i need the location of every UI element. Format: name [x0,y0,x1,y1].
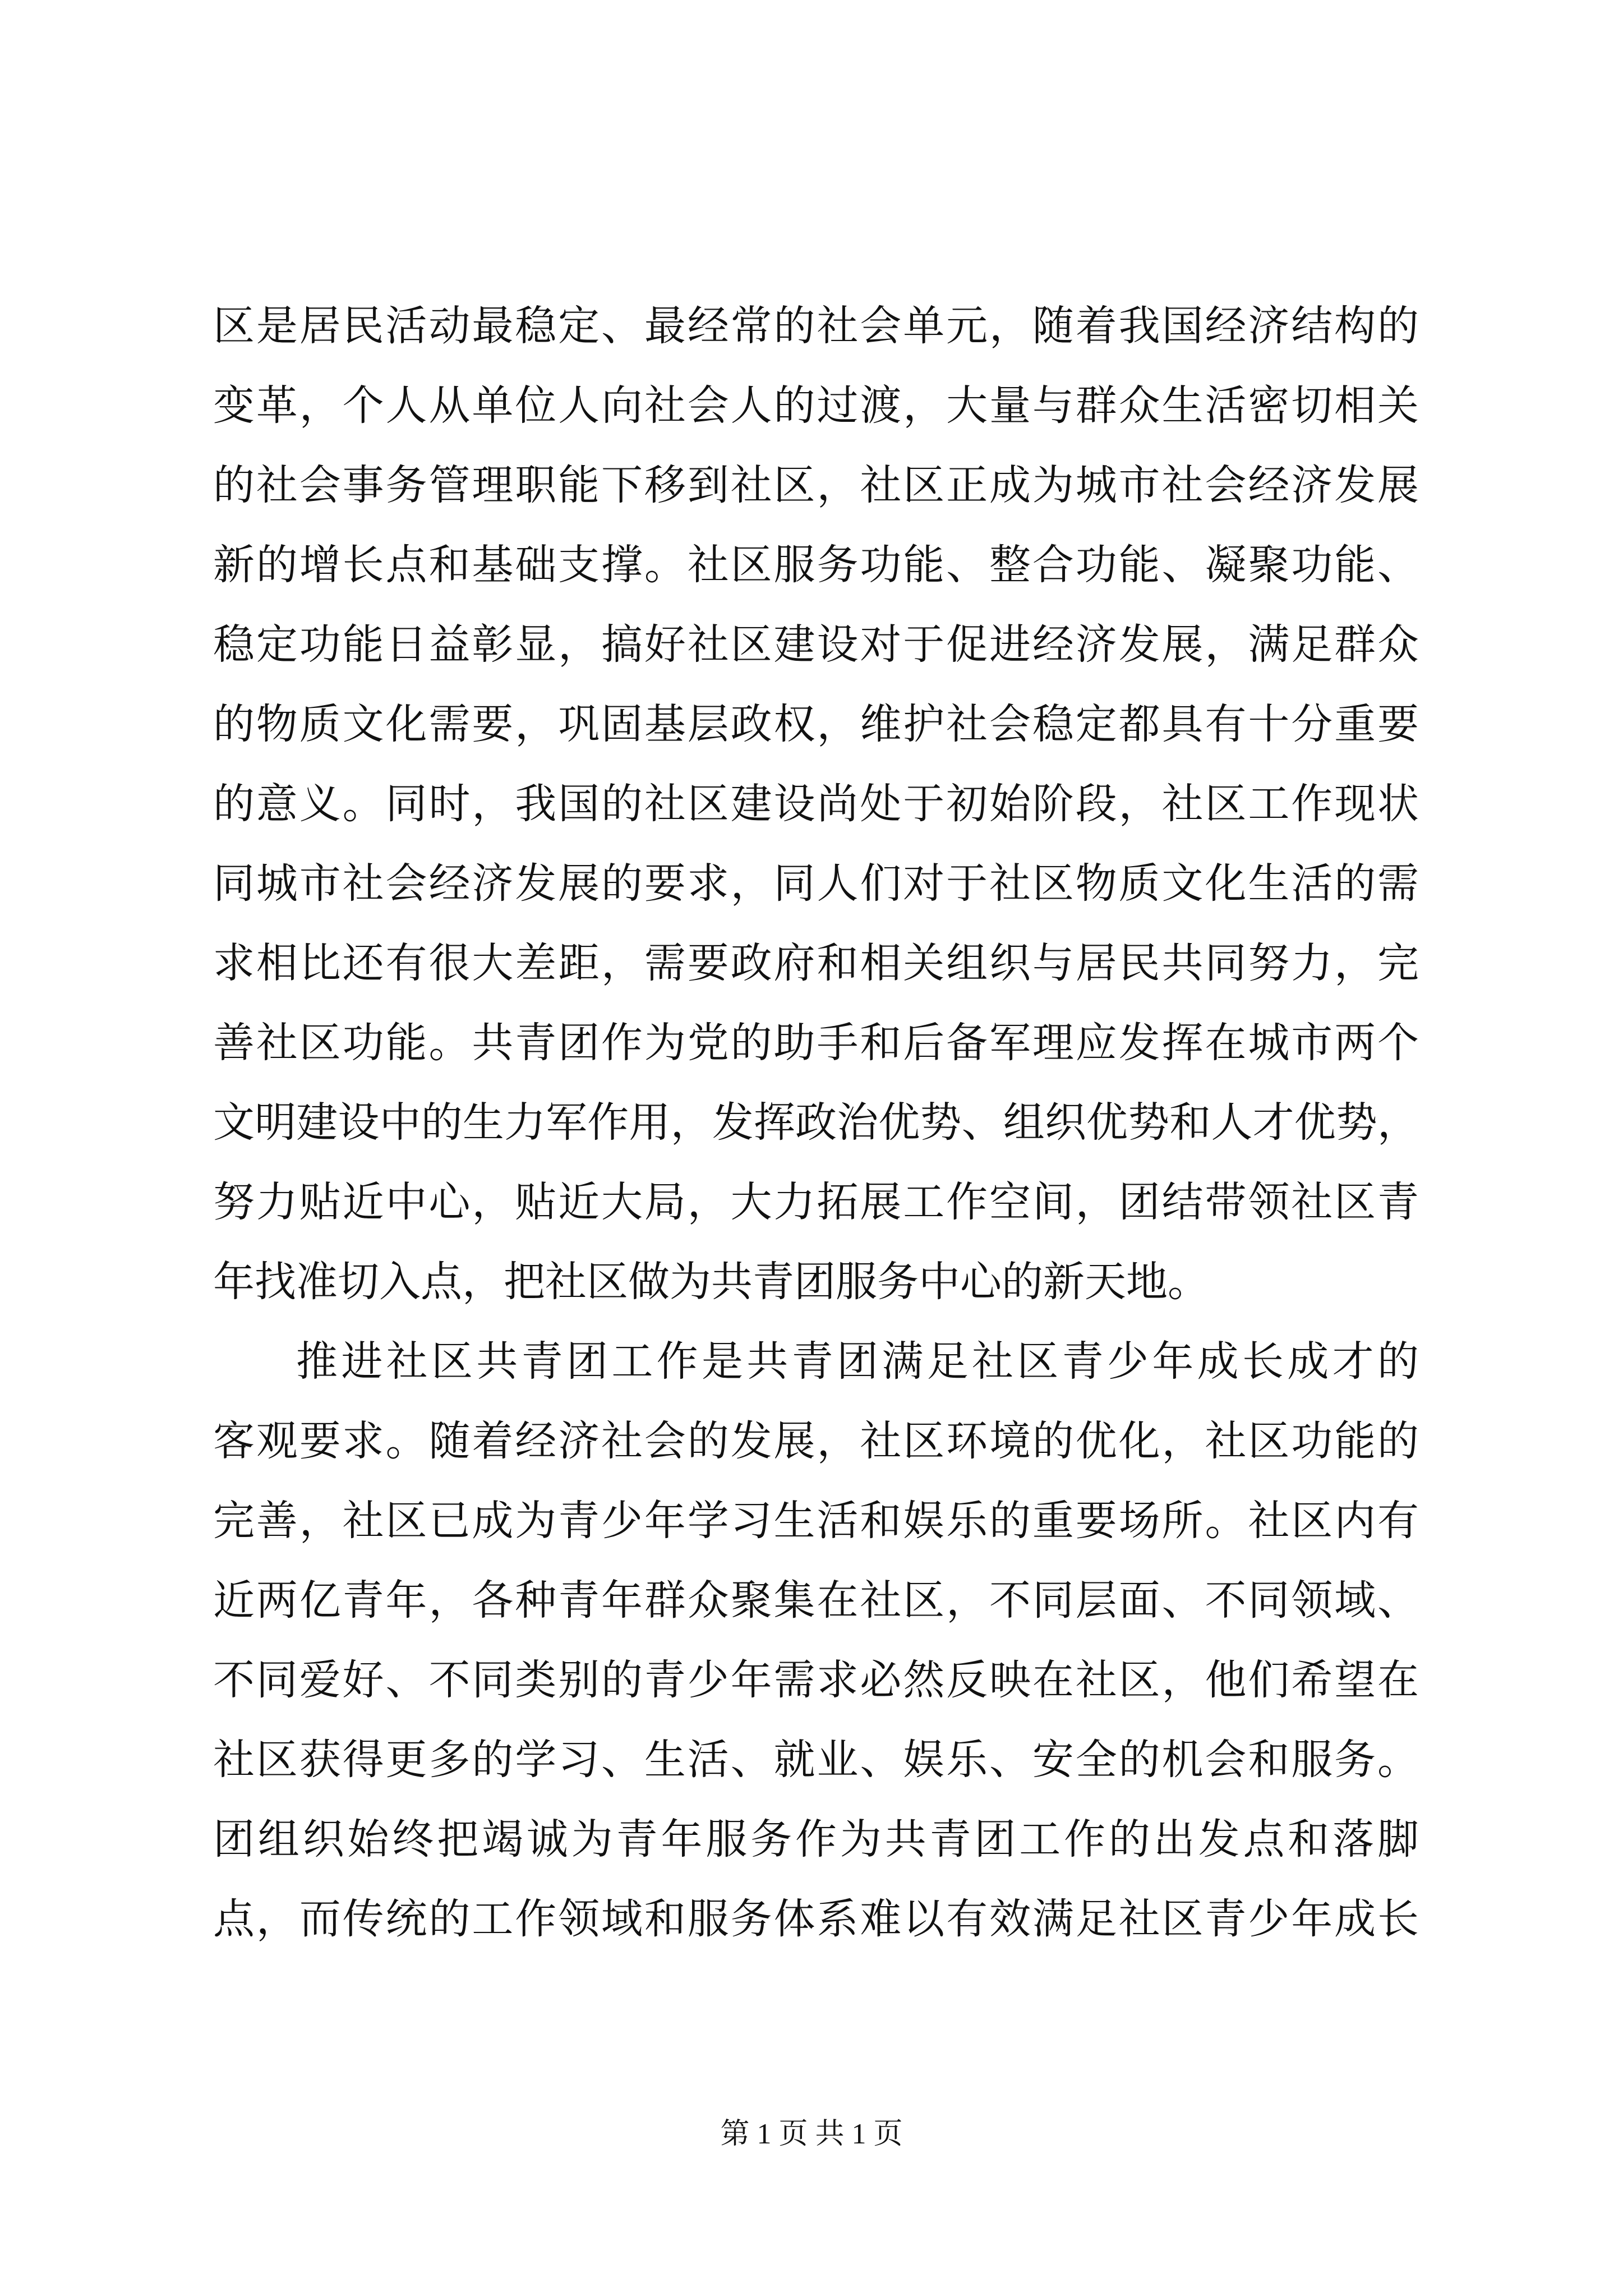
text-line: 完善，社区已成为青少年学习生活和娱乐的重要场所。社区内有 [213,1497,1419,1545]
text-line: 努力贴近中心，贴近大局，大力拓展工作空间，团结带领社区青 [213,1178,1419,1226]
text-line: 新的增长点和基础支撑。社区服务功能、整合功能、凝聚功能、 [213,541,1419,589]
text-line: 团组织始终把竭诚为青年服务作为共青团工作的出发点和落脚 [213,1815,1419,1864]
text-line: 求相比还有很大差距，需要政府和相关组织与居民共同努力，完 [213,939,1419,987]
text-line: 文明建设中的生力军作用，发挥政治优势、组织优势和人才优势， [213,1098,1419,1147]
text-line: 的意义。同时，我国的社区建设尚处于初始阶段，社区工作现状 [213,780,1419,828]
text-line: 的物质文化需要，巩固基层政权，维护社会稳定都具有十分重要 [213,700,1419,748]
text-line: 客观要求。随着经济社会的发展，社区环境的优化，社区功能的 [213,1417,1419,1465]
text-line: 不同爱好、不同类别的青少年需求必然反映在社区，他们希望在 [213,1656,1419,1704]
text-line: 近两亿青年，各种青年群众聚集在社区，不同层面、不同领域、 [213,1576,1419,1625]
page-footer: 第 1 页 共 1 页 [720,2118,903,2150]
text-line: 稳定功能日益彰显，搞好社区建设对于促进经济发展，满足群众 [213,620,1419,669]
text-line: 的社会事务管理职能下移到社区，社区正成为城市社会经济发展 [213,461,1419,509]
text-line: 点，而传统的工作领域和服务体系难以有效满足社区青少年成长 [213,1895,1419,1943]
text-line: 社区获得更多的学习、生活、就业、娱乐、安全的机会和服务。 [213,1736,1419,1784]
text-line: 年找准切入点，把社区做为共青团服务中心的新天地。 [213,1258,1209,1306]
text-line: 善社区功能。共青团作为党的助手和后备军理应发挥在城市两个 [213,1019,1419,1067]
paragraph-first-line: 推进社区共青团工作是共青团满足社区青少年成长成才的 [296,1337,1419,1386]
text-line: 变革，个人从单位人向社会人的过渡，大量与群众生活密切相关 [213,381,1419,430]
text-line: 同城市社会经济发展的要求，同人们对于社区物质文化生活的需 [213,859,1419,908]
text-line: 区是居民活动最稳定、最经常的社会单元，随着我国经济结构的 [213,302,1419,350]
document-body [213,286,1419,1959]
